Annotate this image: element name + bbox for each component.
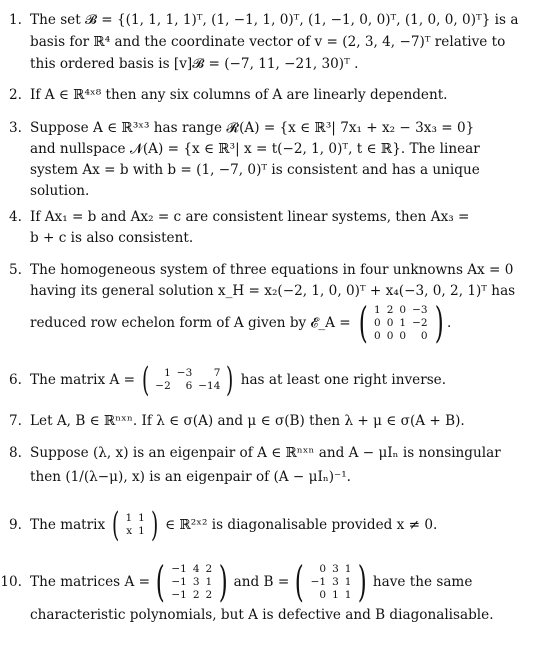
statement-number: 3. xyxy=(9,120,22,136)
matrix-entry: 1 xyxy=(374,303,381,316)
rref-suffix: . xyxy=(446,315,452,331)
statement-suffix: ∈ ℝ²ˣ² is diagonalisable provided x ≠ 0. xyxy=(165,517,438,533)
matrix-row xyxy=(152,367,223,380)
matrix-entry: −2 xyxy=(412,316,428,329)
matrix-entry: 1 xyxy=(205,575,213,588)
left-paren: ( xyxy=(112,505,120,545)
matrix-row xyxy=(308,576,355,589)
matrix-9 xyxy=(109,505,161,545)
matrix-entry: −3 xyxy=(176,367,193,379)
statement-number: 6. xyxy=(9,372,22,388)
matrix-entry: −1 xyxy=(171,588,187,601)
matrix-entry: 1 xyxy=(344,588,352,601)
matrix-entry: −3 xyxy=(412,303,428,316)
statement-middle: and B = xyxy=(233,574,290,590)
matrix-entry: 2 xyxy=(205,588,213,601)
matrix-row xyxy=(168,563,215,576)
matrix-row xyxy=(371,304,431,317)
right-paren: ) xyxy=(226,360,234,400)
rref-matrix-entries xyxy=(371,304,431,343)
matrix-entry: 3 xyxy=(332,562,339,575)
statement-suffix: have the same xyxy=(372,574,473,590)
statement-line: Let A, B ∈ ℝⁿˣⁿ. If λ ∈ σ(A) and μ ∈ σ(B) then λ + μ ∈ σ(A + B). xyxy=(30,413,465,429)
matrix-entry: 0 xyxy=(420,329,428,342)
right-paren: ) xyxy=(150,505,159,545)
statement-line xyxy=(30,361,446,399)
matrix-entry: 0 xyxy=(374,329,381,342)
matrix-entry: −2 xyxy=(155,380,171,392)
statement-line xyxy=(30,556,472,608)
statement-line xyxy=(30,506,437,544)
matrix-entry: −14 xyxy=(198,380,221,392)
statement-suffix: has at least one right inverse. xyxy=(240,372,447,388)
matrix-entry: 4 xyxy=(192,562,200,575)
rref-prefix: reduced row echelon form of A given by 𝓔_A = xyxy=(30,315,351,331)
matrix-entry: 1 xyxy=(125,512,133,524)
matrix-entry: 0 xyxy=(319,588,327,601)
matrix-entry: 0 xyxy=(319,562,327,575)
rref-matrix xyxy=(355,298,447,347)
matrix-entry: 0 xyxy=(399,329,407,342)
statement-number: 8. xyxy=(9,445,22,461)
matrix-row xyxy=(371,317,431,330)
matrix-entry: 3 xyxy=(192,575,200,588)
matrix-row xyxy=(152,380,223,393)
matrix-entry: 1 xyxy=(138,512,145,524)
statement-prefix: The matrix A = xyxy=(30,372,136,388)
matrix-entries xyxy=(168,563,215,602)
left-paren: ( xyxy=(294,557,304,606)
matrix-entry: 1 xyxy=(332,588,339,601)
statement-number: 10. xyxy=(0,574,22,590)
matrix-row xyxy=(168,589,215,602)
statement-line: If A ∈ ℝ⁴ˣ⁸ then any six columns of A are linearly dependent. xyxy=(30,87,448,103)
statement-line: this ordered basis is [v]𝓑 = (−7, 11, −21, 30)ᵀ . xyxy=(30,56,359,72)
matrix-entry: x xyxy=(126,525,133,537)
statement-line: having its general solution x_H = x₂(−2, 1, 0, 0)ᵀ + x₄(−3, 0, 2, 1)ᵀ has xyxy=(30,283,516,299)
matrix-entry: 0 xyxy=(386,329,394,342)
right-paren: ) xyxy=(434,298,444,347)
matrix-entry: 1 xyxy=(399,316,407,329)
matrix-entry: 1 xyxy=(344,562,352,575)
statement-prefix: The matrix xyxy=(30,517,106,533)
matrix-entry: 7 xyxy=(213,367,221,379)
matrix-row xyxy=(371,330,431,343)
statement-line: basis for ℝ⁴ and the coordinate vector of v = (2, 3, 4, −7)ᵀ relative to xyxy=(30,34,506,50)
statement-number: 9. xyxy=(9,517,22,533)
left-paren: ( xyxy=(155,557,165,606)
right-paren: ) xyxy=(218,557,228,606)
matrix-entry: −1 xyxy=(171,562,187,575)
left-paren: ( xyxy=(358,298,368,347)
statement-line: characteristic polynomials, but A is defective and B diagonalisable. xyxy=(30,607,494,623)
statement-line: The set 𝓑 = {(1, 1, 1, 1)ᵀ, (1, −1, 1, 0)ᵀ, (1, −1, 0, 0)ᵀ, (1, 0, 0, 0)ᵀ} is a xyxy=(30,12,519,28)
left-paren: ( xyxy=(142,360,150,400)
matrix-entry: 0 xyxy=(399,303,407,316)
matrix-entries xyxy=(308,563,355,602)
matrix-b xyxy=(291,557,371,606)
matrix-entry: 2 xyxy=(386,303,394,316)
statement-number: 5. xyxy=(9,262,22,278)
right-paren: ) xyxy=(358,557,368,606)
matrix-entry: 6 xyxy=(185,380,193,392)
matrix-row xyxy=(308,563,355,576)
rref-line xyxy=(30,297,451,349)
matrix-entry: 0 xyxy=(374,316,381,329)
matrix-entry: 1 xyxy=(164,367,171,379)
matrix-entry: 3 xyxy=(332,575,339,588)
statement-number: 7. xyxy=(9,413,22,429)
statement-line: Suppose (λ, x) is an eigenpair of A ∈ ℝⁿˣⁿ and A − μIₙ is nonsingular xyxy=(30,445,501,461)
matrix-a xyxy=(152,557,232,606)
matrix-entry: −1 xyxy=(310,575,327,588)
matrix-entry: 2 xyxy=(205,562,213,575)
matrix-row xyxy=(122,512,147,525)
matrix-entry: 1 xyxy=(344,575,352,588)
statement-line: If Ax₁ = b and Ax₂ = c are consistent linear systems, then Ax₃ = xyxy=(30,209,470,225)
matrix-entry: −1 xyxy=(171,575,187,588)
statement-line: b + c is also consistent. xyxy=(30,230,194,246)
statement-number: 1. xyxy=(9,12,22,28)
matrix-row xyxy=(308,589,355,602)
matrix-6 xyxy=(139,360,237,400)
matrix-row xyxy=(168,576,215,589)
matrix-entry: 0 xyxy=(386,316,394,329)
matrix-row xyxy=(122,525,147,538)
statement-line: Suppose A ∈ ℝ³ˣ³ has range 𝓡(A) = {x ∈ ℝ³| 7x₁ + x₂ − 3x₃ = 0} xyxy=(30,120,475,136)
matrix-entries xyxy=(122,512,147,538)
statement-line: and nullspace 𝓝(A) = {x ∈ ℝ³| x = t(−2, 1, 0)ᵀ, t ∈ ℝ}. The linear xyxy=(30,141,480,157)
statement-number: 4. xyxy=(9,209,22,225)
statement-line: solution. xyxy=(30,183,90,199)
statement-line: The homogeneous system of three equations in four unknowns Ax = 0 xyxy=(30,262,514,278)
matrix-entry: 1 xyxy=(138,525,145,537)
statement-number: 2. xyxy=(9,87,22,103)
matrix-entries xyxy=(152,367,223,393)
matrix-entry: 2 xyxy=(192,588,200,601)
statement-prefix: The matrices A = xyxy=(30,574,150,590)
statement-line: system Ax = b with b = (1, −7, 0)ᵀ is consistent and has a unique xyxy=(30,162,480,178)
statement-line: then (1/(λ−μ), x) is an eigenpair of (A − μIₙ)⁻¹. xyxy=(30,469,351,485)
